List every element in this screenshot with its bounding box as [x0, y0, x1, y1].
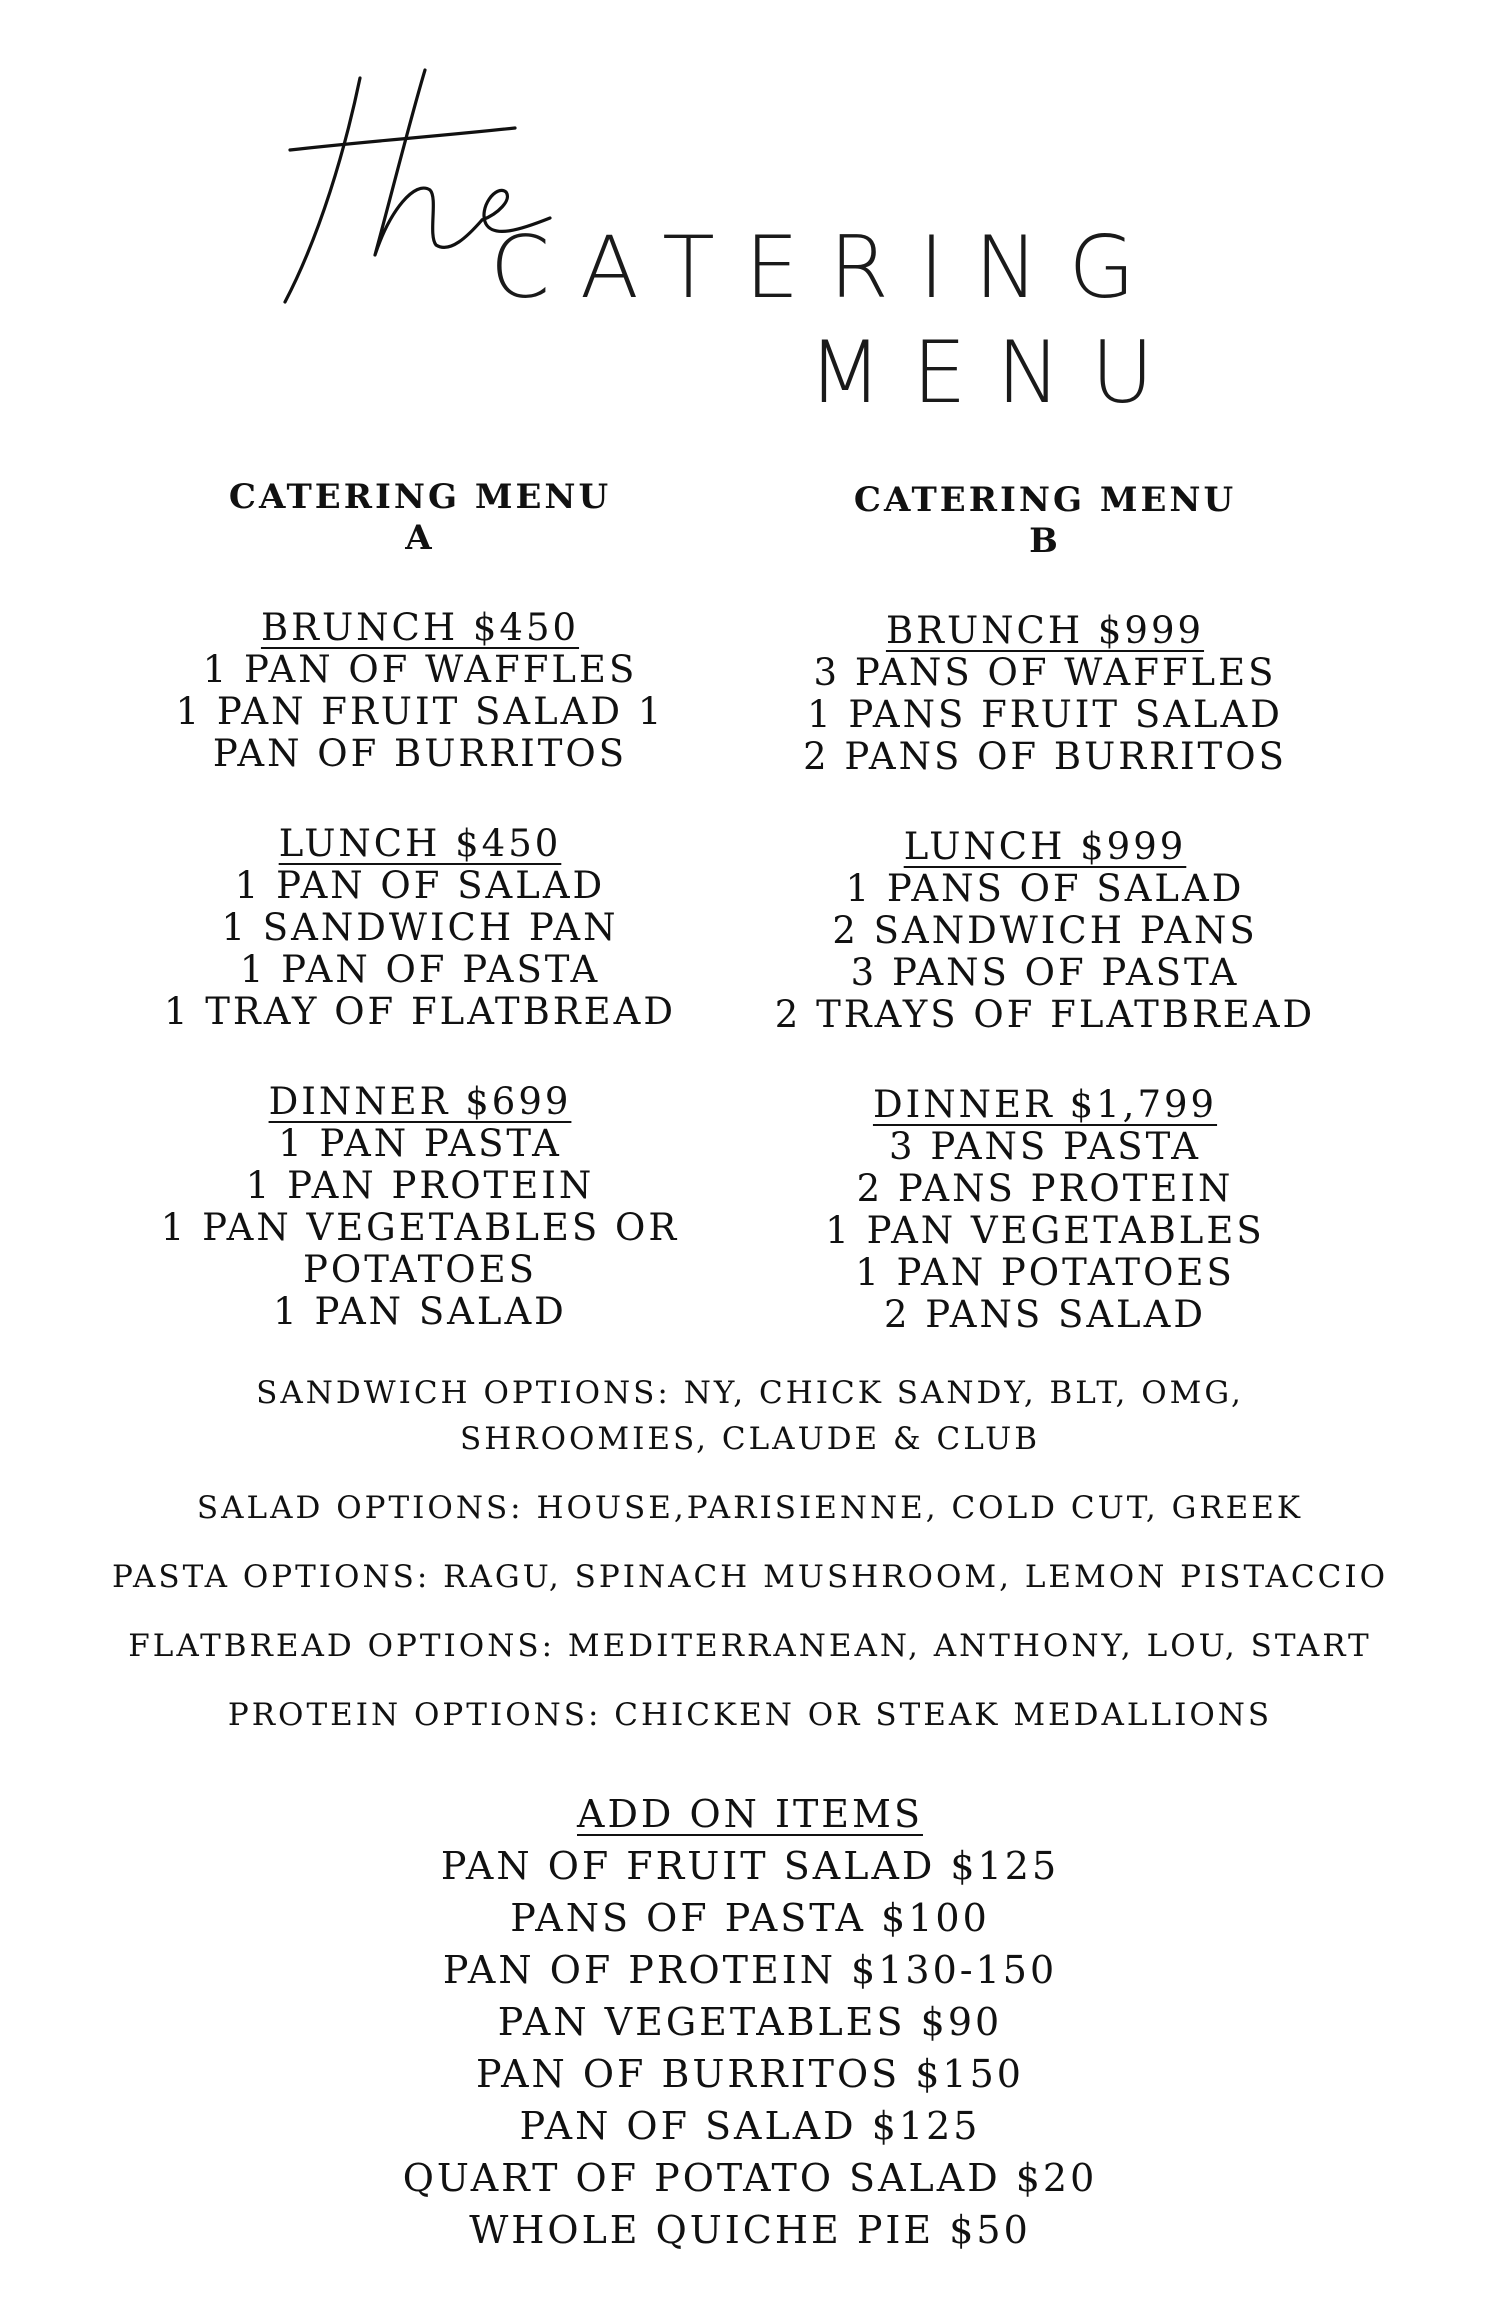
- menu-a-item: 1 PAN OF PASTA: [239, 948, 601, 991]
- menu-b-lunch-heading: LUNCH $999: [903, 825, 1187, 868]
- add-on-item: PAN VEGETABLES $90: [497, 2000, 1003, 2044]
- add-on-items: [0, 1788, 1500, 2256]
- menu-b-item: 2 SANDWICH PANS: [832, 909, 1258, 952]
- menu-b-title-line2: B: [1029, 521, 1061, 561]
- menu-b-item: 1 PANS FRUIT SALAD: [807, 693, 1283, 736]
- add-on-item: QUART OF POTATO SALAD $20: [402, 2156, 1098, 2200]
- salad-options: SALAD OPTIONS: HOUSE,PARISIENNE, COLD CUT, GREEK: [196, 1490, 1304, 1526]
- options-block: [0, 1370, 1500, 1738]
- menu-b-title-line1: CATERING MENU: [853, 480, 1237, 520]
- menu-title-word: MENU: [808, 323, 1184, 423]
- sandwich-options-line1: SANDWICH OPTIONS: NY, CHICK SANDY, BLT, OMG,: [256, 1375, 1244, 1411]
- add-on-item: WHOLE QUICHE PIE $50: [469, 2208, 1031, 2252]
- menu-b-item: 1 PAN POTATOES: [855, 1251, 1235, 1294]
- pasta-options: PASTA OPTIONS: RAGU, SPINACH MUSHROOM, LEMON PISTACCIO: [112, 1559, 1388, 1595]
- menu-b-brunch-section: [770, 610, 1320, 778]
- menu-a-title: [160, 477, 680, 559]
- menu-b-item: 3 PANS OF PASTA: [850, 951, 1240, 994]
- menu-a-item: PAN OF BURRITOS: [212, 732, 628, 775]
- add-on-item: PAN OF BURRITOS $150: [476, 2052, 1024, 2096]
- menu-b-title: [770, 480, 1320, 562]
- menu-b-item: 3 PANS OF WAFFLES: [813, 651, 1277, 694]
- menu-a-item: 1 PAN VEGETABLES OR: [160, 1206, 680, 1249]
- menu-a-item: POTATOES: [303, 1248, 537, 1291]
- menu-b-item: 2 PANS SALAD: [883, 1293, 1207, 1336]
- menu-b-lunch-section: [770, 826, 1320, 1036]
- menu-a-item: 1 SANDWICH PAN: [221, 906, 619, 949]
- add-on-item: PAN OF SALAD $125: [519, 2104, 981, 2148]
- menu-b-item: 1 PANS OF SALAD: [845, 867, 1245, 910]
- menu-a-dinner-section: [160, 1081, 680, 1333]
- menu-a-brunch-heading: BRUNCH $450: [260, 606, 580, 649]
- catering-title-word: CATERING: [490, 218, 1166, 318]
- menu-a-title-line1: CATERING MENU: [228, 477, 612, 517]
- menu-a-item: 1 PAN SALAD: [273, 1290, 567, 1333]
- menu-b-item: 1 PAN VEGETABLES: [825, 1209, 1265, 1252]
- menu-b-dinner-heading: DINNER $1,799: [872, 1083, 1218, 1126]
- menu-a-item: 1 TRAY OF FLATBREAD: [163, 990, 677, 1033]
- menu-b-item: 2 TRAYS OF FLATBREAD: [774, 993, 1316, 1036]
- menu-b-item: 3 PANS PASTA: [889, 1125, 1201, 1168]
- menu-b-item: 2 PANS PROTEIN: [856, 1167, 1234, 1210]
- menu-a-item: 1 PAN FRUIT SALAD 1: [175, 690, 665, 733]
- add-on-heading: ADD ON ITEMS: [577, 1792, 923, 1836]
- add-on-item: PANS OF PASTA $100: [510, 1896, 990, 1940]
- menu-a-lunch-section: [160, 823, 680, 1033]
- menu-a-title-line2: A: [405, 518, 435, 558]
- add-on-item: PAN OF PROTEIN $130-150: [442, 1948, 1058, 1992]
- menu-a-lunch-heading: LUNCH $450: [278, 822, 562, 865]
- menu-b-brunch-heading: BRUNCH $999: [885, 609, 1205, 652]
- menu-a-item: 1 PAN OF SALAD: [234, 864, 606, 907]
- sandwich-options-line2: SHROOMIES, CLAUDE & CLUB: [459, 1421, 1041, 1457]
- menu-a-item: 1 PAN PASTA: [278, 1122, 562, 1165]
- menu-b-dinner-section: [770, 1084, 1320, 1336]
- add-on-item: PAN OF FRUIT SALAD $125: [440, 1844, 1060, 1888]
- menu-a-item: 1 PAN OF WAFFLES: [202, 648, 638, 691]
- menu-a-item: 1 PAN PROTEIN: [245, 1164, 595, 1207]
- catering-menu-a: [160, 477, 680, 1333]
- flatbread-options: FLATBREAD OPTIONS: MEDITERRANEAN, ANTHONY, LOU, START: [128, 1628, 1372, 1664]
- menu-b-item: 2 PANS OF BURRITOS: [803, 735, 1287, 778]
- protein-options: PROTEIN OPTIONS: CHICKEN OR STEAK MEDALLIONS: [227, 1697, 1273, 1733]
- catering-menu-b: [770, 480, 1320, 1336]
- menu-a-dinner-heading: DINNER $699: [268, 1080, 572, 1123]
- menu-a-brunch-section: [160, 607, 680, 775]
